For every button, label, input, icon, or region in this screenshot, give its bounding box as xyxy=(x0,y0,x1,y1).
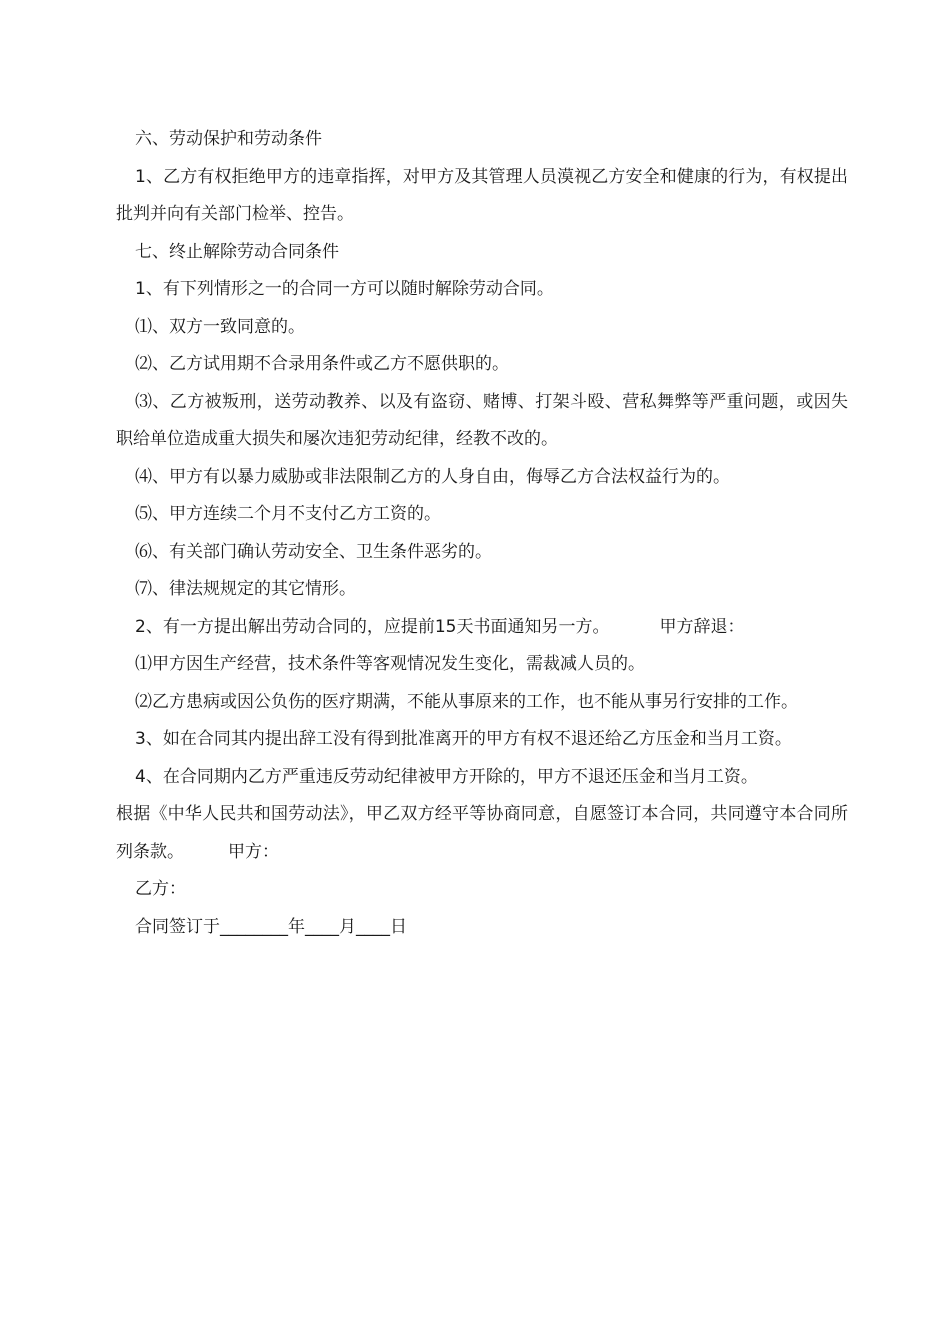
clause-7-3: 3、如在合同其内提出辞工没有得到批准离开的甲方有权不退还给乙方压金和当月工资。 xyxy=(135,729,792,749)
closing-statement-text: 根据《中华人民共和国劳动法》，甲乙双方经平等协商同意，自愿签订本合同，共同遵守本合同所列条款。 xyxy=(116,804,848,862)
clause-7-1-item-7: ⑺、律法规规定的其它情形。 xyxy=(135,579,356,599)
clause-6-1: 1、乙方有权拒绝甲方的违章指挥，对甲方及其管理人员漠视乙方安全和健康的行为，有权提出批判并向有关部门检举、控告。 xyxy=(116,166,848,224)
clause-7-1-item-2: ⑵、乙方试用期不合录用条件或乙方不愿供职的。 xyxy=(135,354,509,374)
clause-7-1-item-3: ⑶、乙方被叛刑，送劳动教养、以及有盗窃、赌博、打架斗殴、营私舞弊等严重问题，或因失职给单位造成重大损失和屡次违犯劳动纪律，经教不改的。 xyxy=(116,391,848,449)
clause-7-2-text: 2、有一方提出解出劳动合同的，应提前15天书面通知另一方。 xyxy=(135,616,610,637)
clause-7-2-item-2: ⑵乙方患病或因公负伤的医疗期满，不能从事原来的工作，也不能从事另行安排的工作。 xyxy=(135,691,798,712)
section-heading-labor-protection: 六、劳动保护和劳动条件 xyxy=(135,129,322,149)
section-heading-termination: 七、终止解除劳动合同条件 xyxy=(135,241,339,262)
party-a-label: 甲方： xyxy=(228,841,279,862)
party-b-label: 乙方： xyxy=(135,879,186,899)
clause-7-2-item-1: ⑴甲方因生产经营，技术条件等客观情况发生变化，需裁减人员的。 xyxy=(135,654,645,674)
contract-body xyxy=(116,121,848,946)
clause-7-1-item-5: ⑸、甲方连续二个月不支付乙方工资的。 xyxy=(135,504,441,524)
clause-7-1-item-4: ⑷、甲方有以暴力威胁或非法限制乙方的人身自由，侮辱乙方合法权益行为的。 xyxy=(135,466,730,487)
clause-7-1-item-6: ⑹、有关部门确认劳动安全、卫生条件恶劣的。 xyxy=(135,541,492,562)
clause-7-2 xyxy=(116,609,848,647)
clause-7-4: 4、在合同期内乙方严重违反劳动纪律被甲方开除的，甲方不退还压金和当月工资。 xyxy=(135,766,758,787)
clause-7-1-item-1: ⑴、双方一致同意的。 xyxy=(135,316,305,337)
clause-7-2-dismiss-label: 甲方辞退： xyxy=(659,616,745,637)
clause-7-1: 1、有下列情形之一的合同一方可以随时解除劳动合同。 xyxy=(135,279,554,299)
closing-statement xyxy=(116,796,848,871)
signing-date-line: 合同签订于________年____月____日 xyxy=(135,916,407,937)
